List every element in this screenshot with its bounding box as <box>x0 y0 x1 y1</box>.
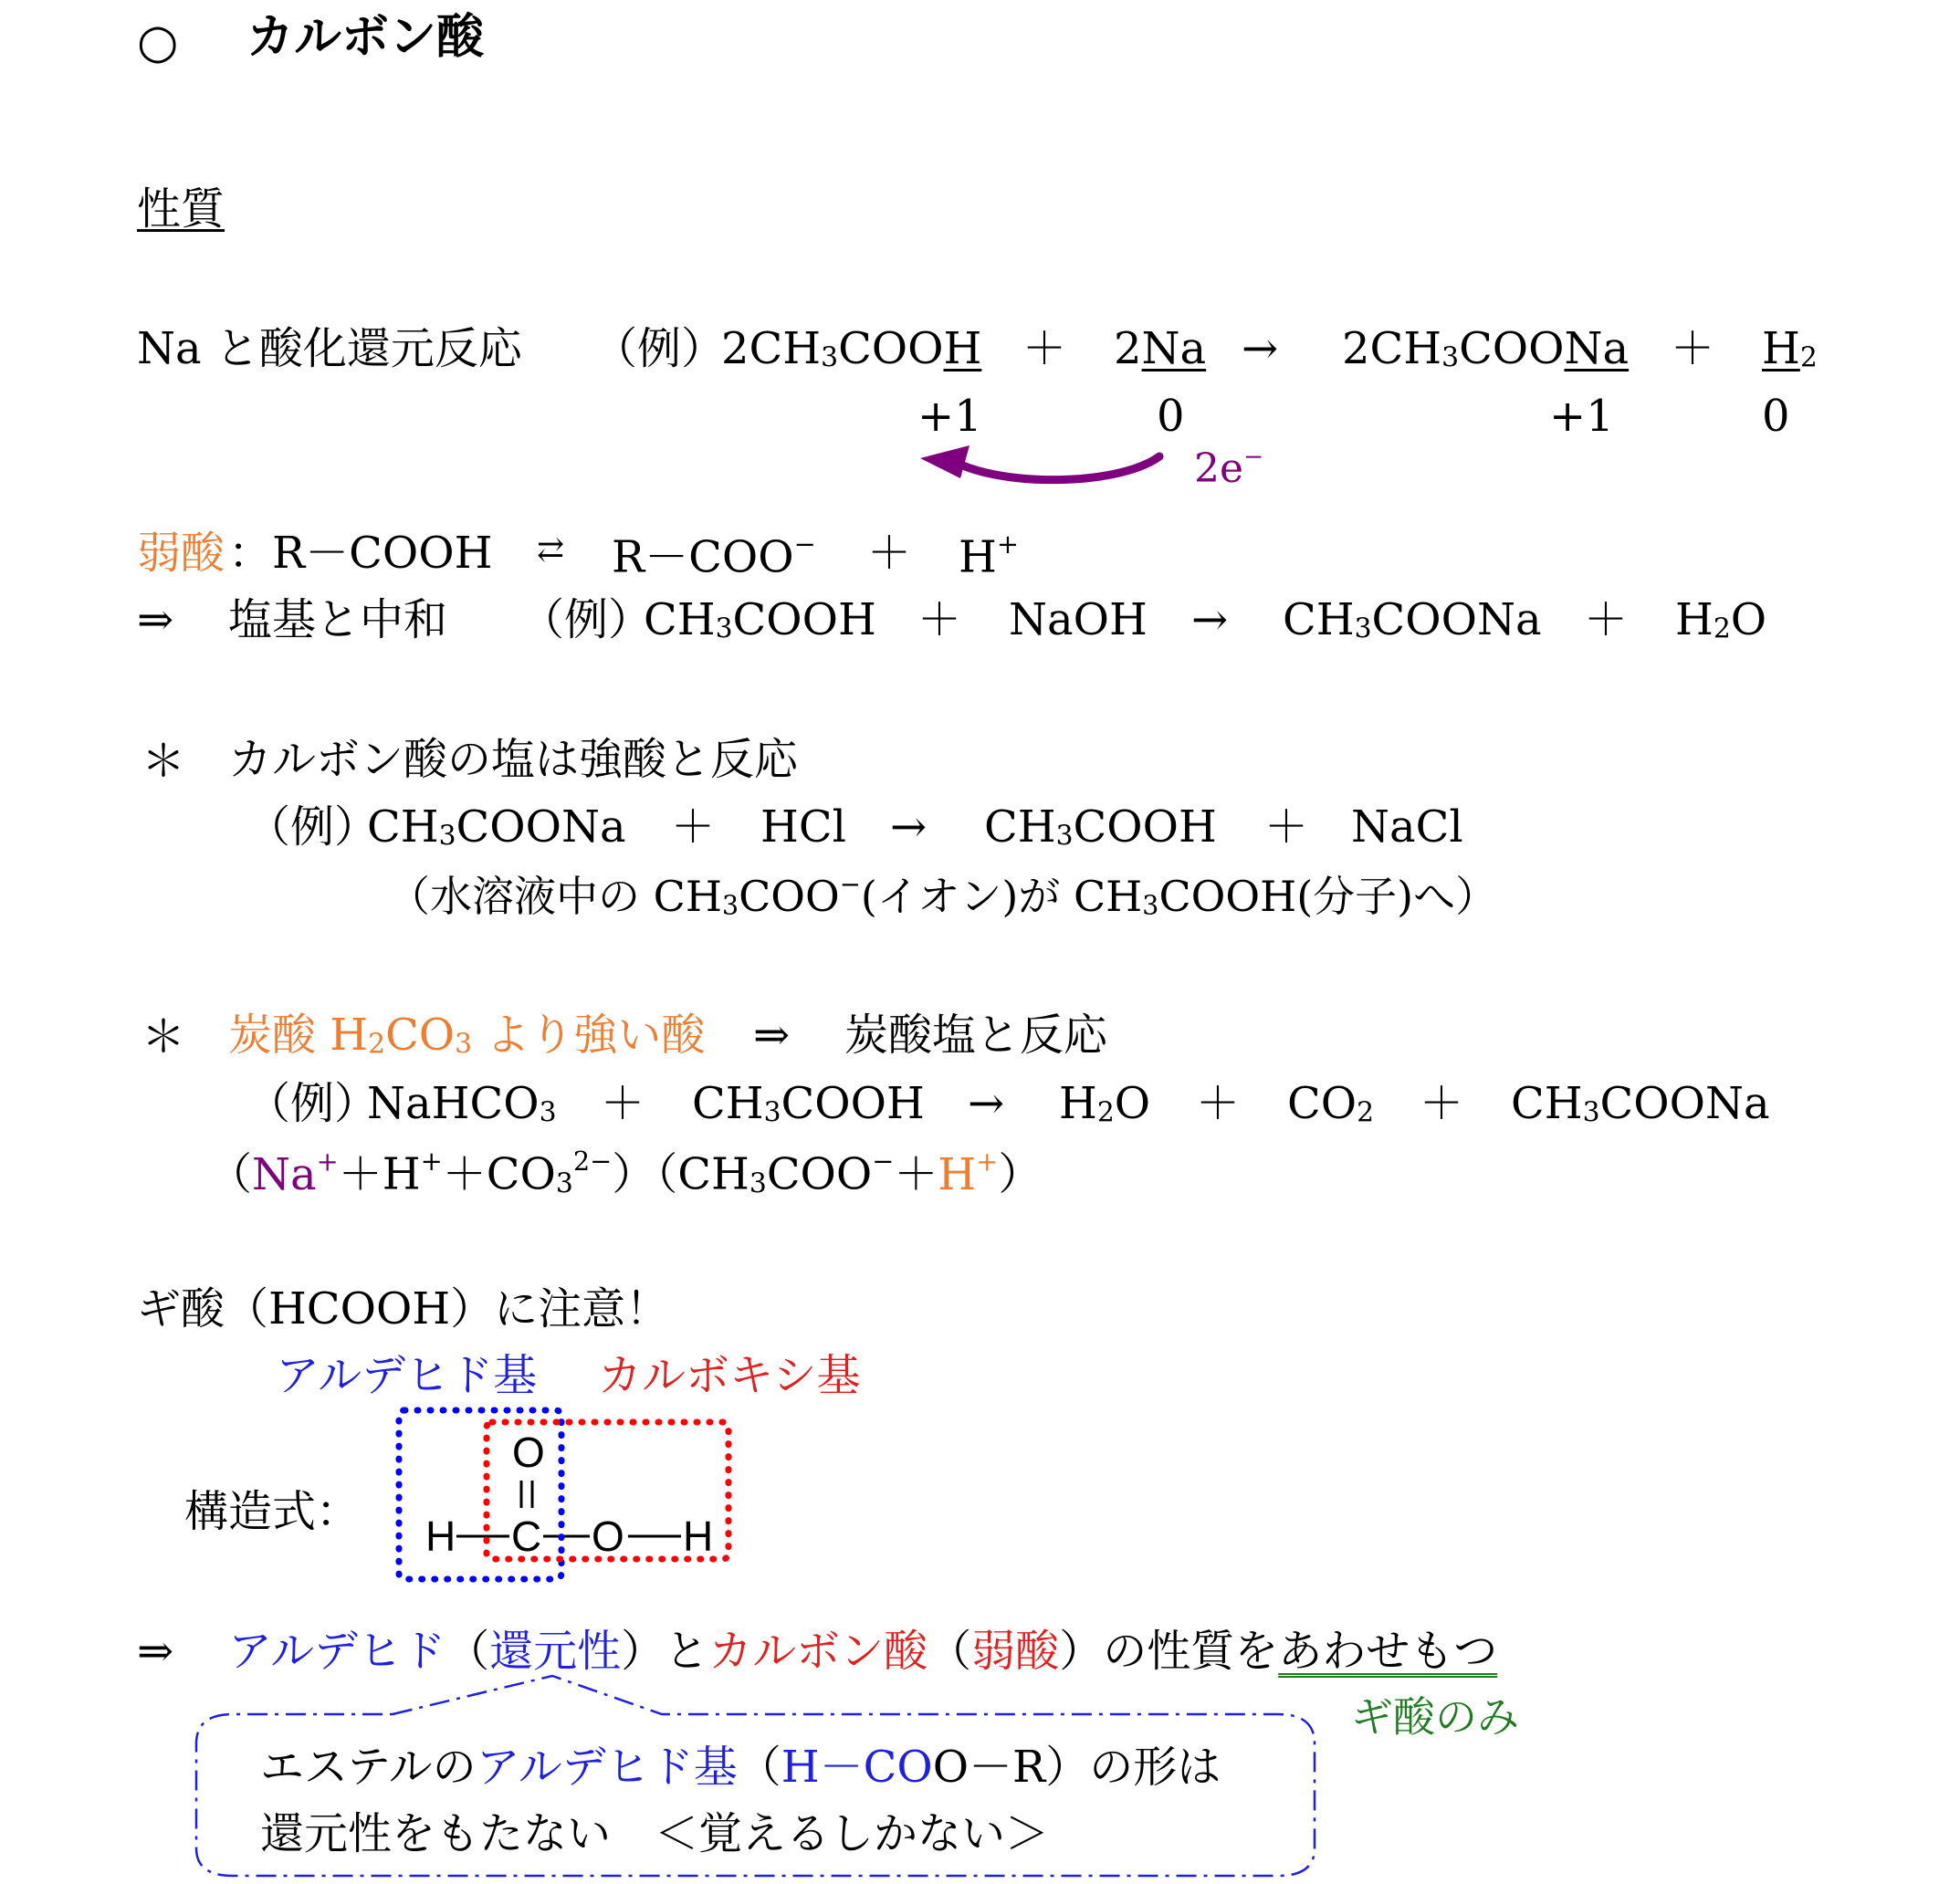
atom-hydrogen-1: H <box>425 1512 456 1560</box>
carbonic-term-3: H2O <box>1059 1078 1151 1129</box>
oxidation-number-3: +1 <box>1549 391 1614 442</box>
carbonic-term-1: NaHCO3 <box>367 1078 557 1129</box>
weak-acid-anion: R－COO− <box>612 529 816 583</box>
carbonic-text: 炭酸塩と反応 <box>844 1010 1108 1061</box>
carbonic-term-5: CH3COONa <box>1511 1078 1770 1129</box>
structure-label: 構造式： <box>184 1486 361 1537</box>
redox-term-1: 2CH3COOH <box>721 323 982 374</box>
carbonic-plus-1: ＋ <box>601 1078 645 1129</box>
weak-acid-term: 弱酸 <box>971 1626 1060 1677</box>
aldehyde-group-label: アルデヒド基 <box>276 1350 538 1401</box>
salt-note-example: （例） <box>246 801 379 853</box>
neutral-label: 塩基と中和 <box>228 594 448 645</box>
atom-oxygen: O <box>592 1512 624 1560</box>
carbonic-example: （例） <box>246 1078 379 1129</box>
carbonic-ions: $(Na^++H^++CO3^{2-})(CH3COO^-+H^+)$ <box>208 1146 1043 1200</box>
neutral-plus-1: ＋ <box>917 594 962 645</box>
weak-acid-lhs: ：R－COOH <box>228 528 493 579</box>
weak-acid-plus: ＋ <box>867 528 912 579</box>
atom-carbon: C <box>511 1512 542 1560</box>
formic-only-note: ギ酸のみ <box>1351 1692 1519 1742</box>
equilibrium-arrow: ⇄ <box>537 531 565 569</box>
title-mark: ○ <box>137 14 179 69</box>
oxidation-number-2: 0 <box>1157 391 1185 442</box>
conclusion-arrow: ⇒ <box>137 1626 174 1677</box>
weak-acid-proton: H+ <box>959 529 1019 583</box>
electron-transfer-arrow <box>959 456 1159 480</box>
salt-note-text: カルボン酸の塩は強酸と反応 <box>228 734 799 785</box>
section-heading: 性質 <box>137 183 225 235</box>
redox-arrow: → <box>1242 323 1279 374</box>
salt-note-explanation: （水溶液中の CH3COO−(イオン)が CH3COOH(分子)へ） <box>388 869 1498 921</box>
redox-example: （例） <box>593 323 726 374</box>
salt-arrow: → <box>890 801 928 853</box>
redox-label: Na と酸化還元反応 <box>137 323 522 374</box>
oxidation-number-1: +1 <box>917 391 982 442</box>
neutral-example: （例） <box>520 594 653 645</box>
carboxylic-acid-term: カルボン酸 <box>708 1626 928 1677</box>
carbonic-term-4: CO2 <box>1287 1078 1375 1129</box>
redox-term-3: 2CH3COONa <box>1342 323 1630 374</box>
weak-acid-label: 弱酸 <box>137 528 225 579</box>
callout-line-2: 還元性をもたない ＜覚えるしかない＞ <box>260 1808 1050 1859</box>
redox-term-2: 2Na <box>1114 323 1207 374</box>
salt-term-3: CH3COOH <box>984 801 1217 853</box>
salt-plus-2: ＋ <box>1264 801 1309 853</box>
callout-bubble <box>196 1676 1315 1876</box>
carbonic-plus-3: ＋ <box>1420 1078 1464 1129</box>
neutral-plus-2: ＋ <box>1584 594 1629 645</box>
carbonic-mark: ＊ <box>141 1011 186 1062</box>
atom-oxygen-double: O <box>512 1429 545 1476</box>
redox-plus-1: ＋ <box>1022 323 1067 374</box>
electron-arrowhead <box>920 445 970 478</box>
electron-transfer-label: 2e− <box>1194 443 1264 492</box>
carbonic-arrow: ⇒ <box>753 1010 791 1061</box>
carbonic-term-2: CH3COOH <box>692 1078 925 1129</box>
salt-note-mark: ＊ <box>141 736 186 787</box>
neutral-arrow: ⇒ <box>137 594 174 645</box>
neutral-term-2: NaOH <box>1009 594 1148 645</box>
formic-heading: ギ酸（HCOOH）に注意！ <box>137 1283 670 1334</box>
salt-plus-1: ＋ <box>671 801 716 853</box>
salt-term-4: NaCl <box>1351 801 1463 853</box>
neutral-term-1: CH3COOH <box>644 594 876 645</box>
oxidation-number-4: 0 <box>1762 391 1790 442</box>
neutral-term-4: H2O <box>1675 594 1767 645</box>
reducing-term: 還元性 <box>489 1626 622 1677</box>
carbonic-plus-2: ＋ <box>1196 1078 1241 1129</box>
atom-hydrogen-2: H <box>683 1512 714 1560</box>
aldehyde-term: アルデヒド <box>228 1626 446 1677</box>
have-both-term: あわせもつ <box>1278 1626 1498 1677</box>
neutral-arrow-2: → <box>1191 594 1229 645</box>
callout-line-1: エステルのアルデヒド基（H－COO－R）の形は <box>260 1742 1221 1793</box>
neutral-term-3: CH3COONa <box>1283 594 1542 645</box>
aldehyde-group-box <box>399 1410 561 1579</box>
carbonic-arrow-2: → <box>968 1078 1005 1129</box>
page-title: カルボン酸 <box>246 9 485 65</box>
conclusion-text: アルデヒド（還元性）とカルボン酸（弱酸）の性質をあわせもつ <box>228 1626 1498 1677</box>
salt-term-1: CH3COONa <box>367 801 626 853</box>
carbonic-condition: 炭酸 H2CO3 より強い酸 <box>228 1010 706 1061</box>
carboxy-group-label: カルボキシ基 <box>598 1350 861 1401</box>
salt-term-2: HCl <box>760 801 846 853</box>
carboxy-group-box <box>487 1422 728 1559</box>
redox-term-4: H2 <box>1762 323 1818 374</box>
redox-plus-2: ＋ <box>1671 323 1715 374</box>
